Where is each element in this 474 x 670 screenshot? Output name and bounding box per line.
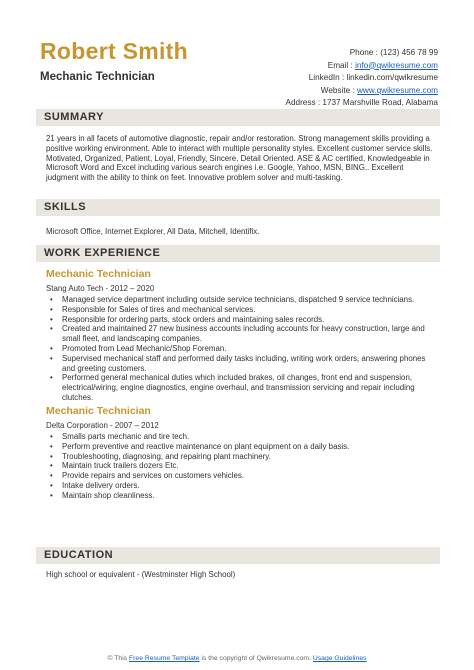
- list-item: • Provide repairs and services on customers vehicles.: [46, 471, 438, 481]
- job-2-bullets: [46, 432, 438, 501]
- free-resume-template-link[interactable]: Free Resume Template: [129, 655, 200, 662]
- list-item: • Smalls parts mechanic and tire tech.: [46, 432, 438, 442]
- list-item: • Supervised mechanical staff and performed daily tasks including, writing work orders, answering phones and greeting customers.: [46, 354, 438, 374]
- footer-middle: is the copyright of Qwikresume.com.: [199, 655, 313, 662]
- candidate-name: Robert Smith: [40, 38, 188, 64]
- list-item: • Managed service department including outside service technicians, dispatched 9 service technicians.: [46, 295, 438, 305]
- list-item: • Responsible for ordering parts, stock orders and maintaining sales records.: [46, 315, 438, 325]
- address-label: Address :: [285, 98, 323, 107]
- job-1-bullets: [46, 295, 438, 403]
- list-item: • Promoted from Lead Mechanic/Shop Foreman.: [46, 344, 438, 354]
- contact-email: [286, 60, 438, 73]
- linkedin-label: LinkedIn :: [308, 73, 347, 82]
- summary-heading: SUMMARY: [44, 111, 104, 123]
- job-2-title: Mechanic Technician: [46, 405, 151, 417]
- linkedin-value: linkedin.com/qwikresume: [346, 73, 438, 82]
- skills-section-bar: [36, 199, 440, 216]
- education-text: High school or equivalent - (Westminster High School): [46, 570, 236, 579]
- contact-linkedin: [286, 72, 438, 85]
- contact-address: [286, 97, 438, 110]
- job-1-title: Mechanic Technician: [46, 268, 151, 280]
- list-item: • Troubleshooting, diagnosing, and repairing plant machinery.: [46, 452, 438, 462]
- list-item: • Maintain truck trailers dozers Etc.: [46, 461, 438, 471]
- usage-guidelines-link[interactable]: Usage Guidelines: [312, 655, 367, 662]
- summary-text: 21 years in all facets of automotive diagnostic, repair and/or restoration. Strong management skills providing a positive working environment. Able to interact with multiple personality styles. Excellent customer service skills. Motivated, Organized, Patient, Loyal, Friendly, Sincere, Detail Oriented. ASE & AC certified, Knowledgeable in Microsoft Word and Excel including various search engines i.e. Google, Yahoo, MSN, BING.. Excellent judgment with the ability to think on feet. Innovative problem solver and multi-tasking.: [46, 134, 433, 183]
- list-item: • Intake delivery orders.: [46, 481, 438, 491]
- skills-text: Microsoft Office, Internet Explorer, All Data, Mitchell, Identifix.: [46, 227, 260, 236]
- education-heading: EDUCATION: [44, 549, 114, 561]
- list-item: • Created and maintained 27 new business accounts including accounts for heavy construction, large and small fleet, and landscaping companies.: [46, 324, 438, 344]
- experience-heading: WORK EXPERIENCE: [44, 247, 161, 259]
- list-item: • Perform preventive and reactive maintenance on plant equipment on a daily basis.: [46, 442, 438, 452]
- candidate-title: Mechanic Technician: [40, 71, 155, 83]
- footer: [0, 655, 474, 662]
- website-link[interactable]: www.qwikresume.com: [357, 85, 438, 95]
- footer-prefix: © This: [107, 655, 129, 662]
- job-1-meta: Stang Auto Tech - 2012 – 2020: [46, 284, 155, 293]
- email-label: Email :: [327, 60, 356, 70]
- list-item: • Maintain shop cleanliness.: [46, 491, 438, 501]
- contact-website: [286, 85, 438, 98]
- phone-label: Phone :: [349, 48, 381, 57]
- email-link[interactable]: info@qwikresume.com: [355, 60, 438, 70]
- skills-heading: SKILLS: [44, 201, 87, 213]
- phone-value: (123) 456 78 99: [380, 48, 438, 57]
- list-item: • Responsible for Sales of tires and mechanical services.: [46, 305, 438, 315]
- website-label: Website :: [320, 85, 358, 95]
- address-value: 1737 Marshville Road, Alabama: [322, 98, 438, 107]
- job-2-meta: Delta Corporation - 2007 – 2012: [46, 421, 159, 430]
- contact-phone: [286, 47, 438, 60]
- contact-block: [286, 47, 438, 110]
- list-item: • Performed general mechanical duties which included brakes, oil changes, front end and suspension, electrical/wiring, engine diagnostics, engine overhaul, and transmission servicing and repair including clutches.: [46, 373, 438, 402]
